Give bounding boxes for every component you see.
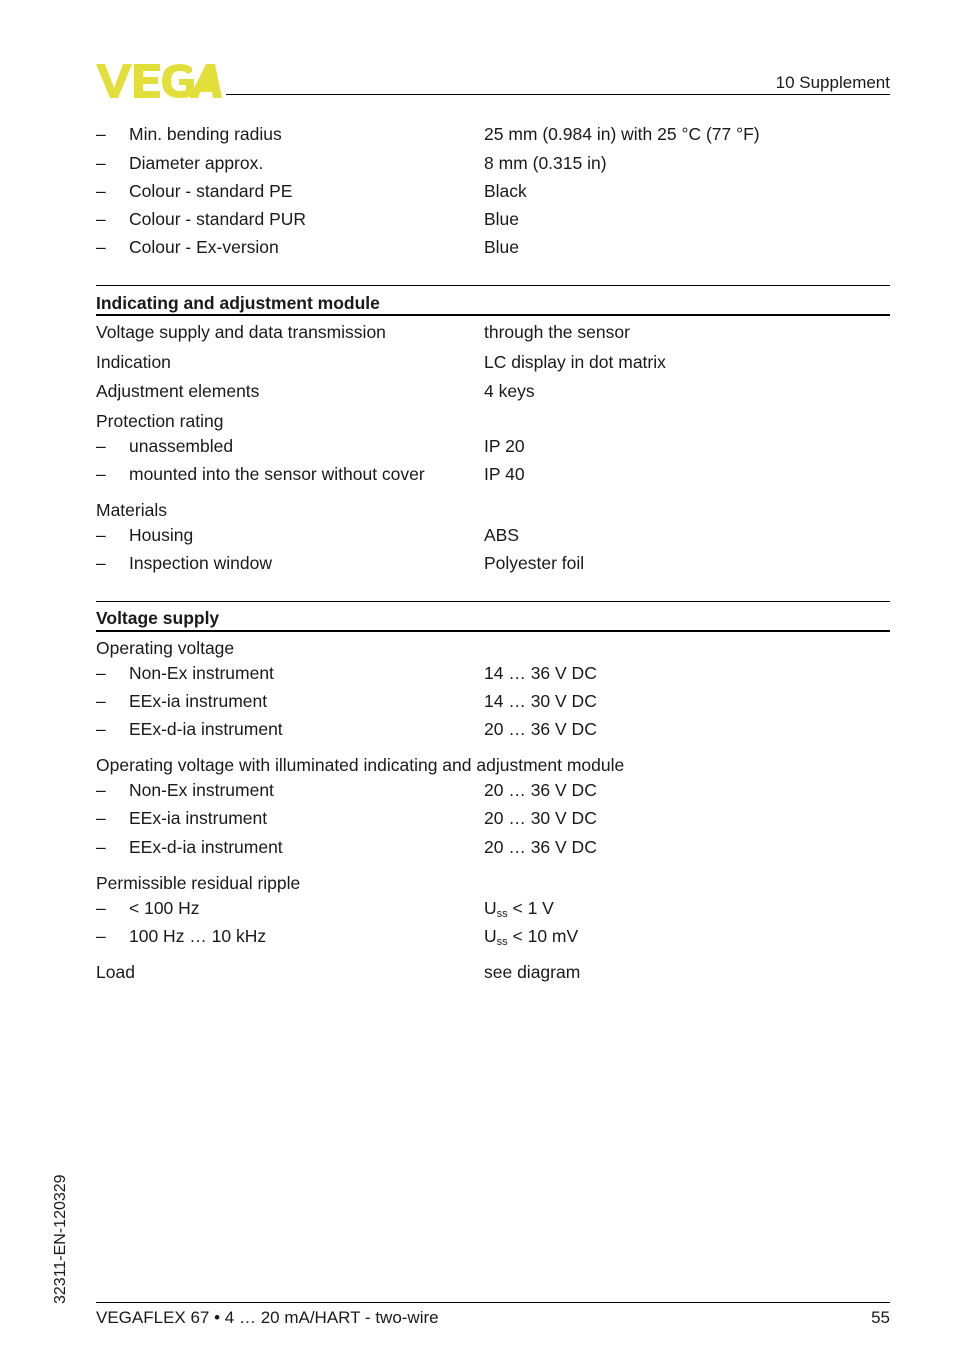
section-rule-top [96, 285, 890, 286]
dash: – [96, 553, 106, 573]
footer-title: VEGAFLEX 67 • 4 … 20 mA/HART - two-wire [96, 1308, 439, 1327]
row-label: EEx-ia instrument [129, 691, 268, 711]
row-label: Housing [129, 525, 194, 545]
header-section: 10 Supplement [775, 73, 890, 92]
row-label: Colour - Ex-version [129, 237, 279, 257]
section-rule-bottom [96, 630, 890, 632]
row-value: ABS [484, 525, 520, 545]
dash: – [96, 464, 106, 484]
group-label: Operating voltage with illuminated indicating and adjustment module [96, 755, 625, 775]
row-value: 14 … 36 V DC [484, 663, 597, 683]
row-label: unassembled [129, 436, 234, 456]
page-number: 55 [871, 1308, 890, 1327]
row-label: Load [96, 962, 135, 982]
row-label: Non-Ex instrument [129, 663, 274, 683]
row-label: Colour - standard PUR [129, 209, 307, 229]
dash: – [96, 808, 106, 828]
row-label: Diameter approx. [129, 153, 264, 173]
row-value: $U_{ss} < 10$ mV [484, 926, 579, 948]
dash: – [96, 780, 106, 800]
row-value: Blue [484, 237, 520, 257]
row-value: 20 … 30 V DC [484, 808, 597, 828]
dash: – [96, 209, 106, 229]
row-label: Min. bending radius [129, 124, 282, 144]
dash: – [96, 719, 106, 739]
row-value: 20 … 36 V DC [484, 719, 597, 739]
dash: – [96, 926, 106, 946]
row-label: Adjustment elements [96, 381, 260, 401]
row-value: IP 20 [484, 436, 525, 456]
dash: – [96, 663, 106, 683]
group-label: Protection rating [96, 411, 224, 431]
row-label: 100 Hz … 10 kHz [129, 926, 267, 946]
row-label: Inspection window [129, 553, 272, 573]
row-label: EEx-d-ia instrument [129, 719, 283, 739]
dash: – [96, 837, 106, 857]
row-label: < 100 Hz [129, 898, 200, 918]
row-value: 4 keys [484, 381, 535, 401]
row-value: Black [484, 181, 527, 201]
row-value: 8 mm (0.315 in) [484, 153, 607, 173]
document-code: 32311-EN-120329 [52, 1174, 69, 1304]
row-value: LC display in dot matrix [484, 352, 666, 372]
row-label: EEx-ia instrument [129, 808, 268, 828]
row-label: Non-Ex instrument [129, 780, 274, 800]
dash: – [96, 237, 106, 257]
section-rule-top [96, 601, 890, 602]
group-label: Materials [96, 500, 167, 520]
header-rule [226, 94, 890, 95]
dash: – [96, 525, 106, 545]
row-label: mounted into the sensor without cover [129, 464, 425, 484]
section-title-indicating: Indicating and adjustment module [96, 293, 380, 313]
row-value: Blue [484, 209, 520, 229]
dash: – [96, 153, 106, 173]
group-label: Permissible residual ripple [96, 873, 301, 893]
row-value: through the sensor [484, 322, 630, 342]
row-value: 20 … 36 V DC [484, 780, 597, 800]
section-rule-bottom [96, 314, 890, 316]
dash: – [96, 691, 106, 711]
dash: – [96, 898, 106, 918]
row-label: EEx-d-ia instrument [129, 837, 283, 857]
row-value: see diagram [484, 962, 581, 982]
section-title-voltage: Voltage supply [96, 608, 220, 628]
row-label: Voltage supply and data transmission [96, 322, 386, 342]
vega-logo [96, 64, 222, 98]
row-label: Indication [96, 352, 171, 372]
row-value: 25 mm (0.984 in) with 25 °C (77 °F) [484, 124, 760, 144]
dash: – [96, 181, 106, 201]
row-value: $U_{ss} < 1$ V [484, 898, 554, 920]
row-value: Polyester foil [484, 553, 585, 573]
group-label: Operating voltage [96, 638, 235, 658]
row-value: 20 … 36 V DC [484, 837, 597, 857]
row-value: IP 40 [484, 464, 525, 484]
dash: – [96, 436, 106, 456]
row-value: 14 … 30 V DC [484, 691, 597, 711]
dash: – [96, 124, 106, 144]
row-label: Colour - standard PE [129, 181, 293, 201]
footer-rule [96, 1302, 890, 1303]
